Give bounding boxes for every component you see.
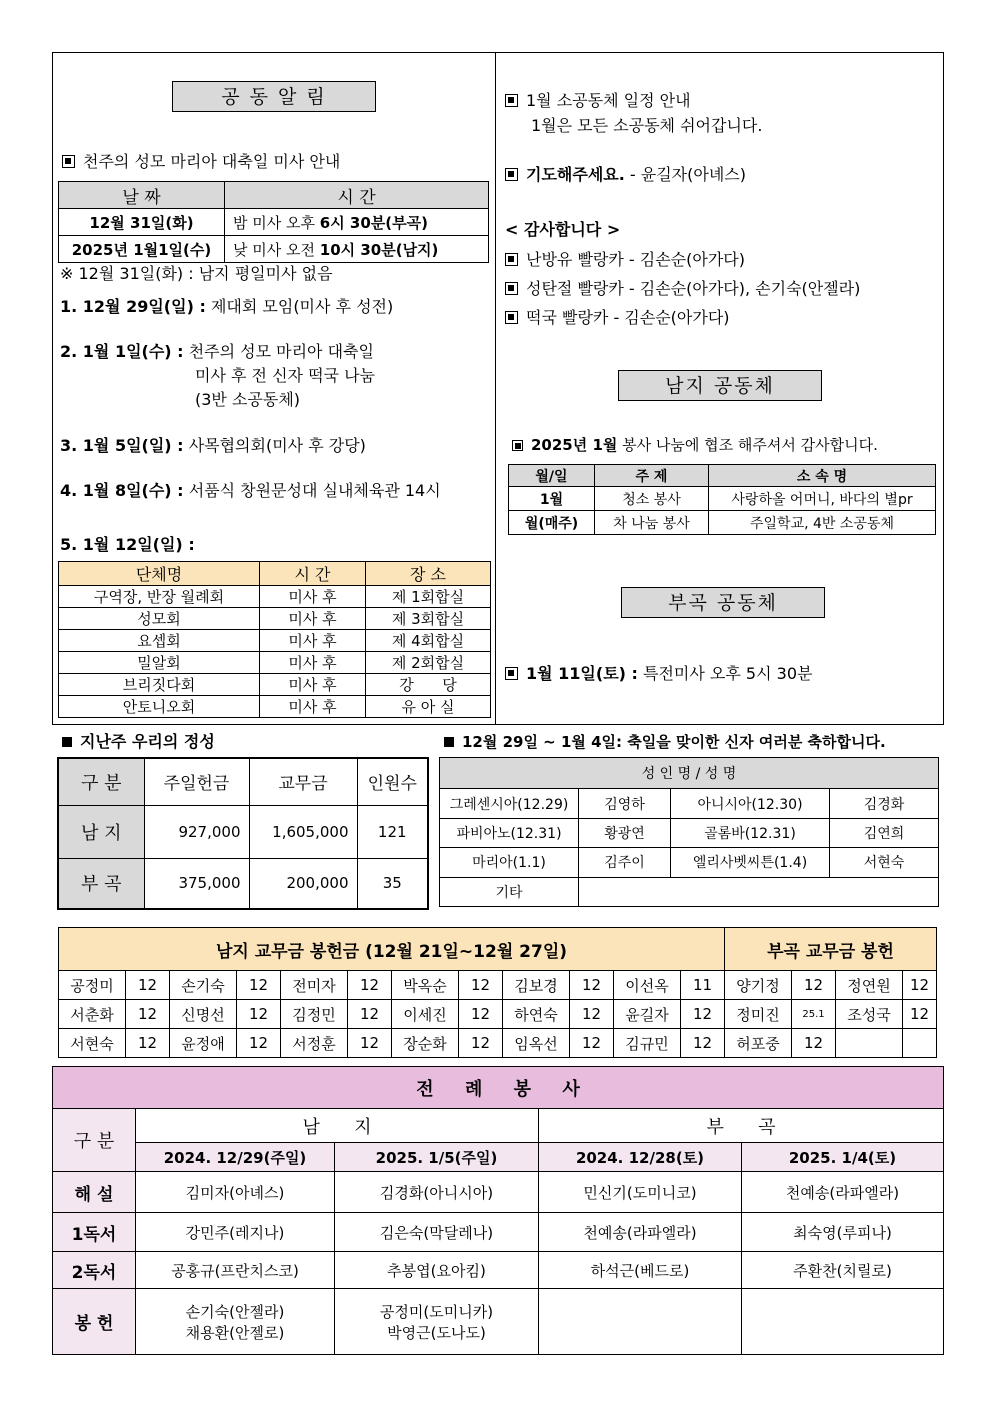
offering-table	[57, 757, 429, 910]
checkbox-icon	[505, 94, 518, 107]
dues-name: 서춘화	[59, 1000, 126, 1029]
group-time: 미사 후	[260, 608, 366, 630]
liturgy-row-label: 봉 헌	[53, 1289, 136, 1355]
offering-title: 지난주 우리의 정성	[62, 731, 215, 753]
liturgy-cell: 최숙영(루피나)	[742, 1213, 944, 1252]
offering-count: 35	[357, 858, 428, 909]
feast-saint: 마리아(1.1)	[440, 848, 579, 877]
thanks-item: 성탄절 빨랑카 - 김손순(아가다), 손기숙(안젤라)	[505, 278, 860, 300]
no-mass-note: ※ 12월 31일(화) : 남지 평일미사 없음	[60, 264, 333, 283]
dues-months: 12	[348, 1029, 392, 1058]
dues-bugok-title: 부곡 교무금 봉헌	[725, 928, 937, 971]
liturgy-cell: 주환찬(치릴로)	[742, 1252, 944, 1289]
offering-header: 인원수	[357, 758, 428, 805]
feast-saint: 그레센시아(12.29)	[440, 789, 579, 818]
feast-saint: 파비아노(12.31)	[440, 818, 579, 847]
liturgy-cell: 강민주(레지나)	[136, 1213, 335, 1252]
service-header: 월/일	[509, 465, 595, 487]
group-name: 브리짓다회	[59, 674, 260, 696]
dues-name	[836, 1029, 903, 1058]
service-topic: 차 나눔 봉사	[595, 511, 709, 535]
dues-name: 박옥순	[392, 971, 459, 1000]
mass-time: 밤 미사 오후 6시 30분(부곡)	[225, 209, 489, 236]
liturgy-cell	[742, 1289, 944, 1355]
liturgy-cell: 김은숙(막달레나)	[335, 1213, 539, 1252]
notice-item-3: 3. 1월 5일(일) : 사목협의회(미사 후 강당)	[60, 436, 366, 455]
offering-dues: 200,000	[249, 858, 357, 909]
liturgy-cell: 추봉엽(요아킴)	[335, 1252, 539, 1289]
checkbox-icon	[62, 155, 75, 168]
service-group: 사랑하올 어머니, 바다의 별pr	[709, 487, 936, 511]
liturgy-cell	[539, 1289, 742, 1355]
group-time: 미사 후	[260, 630, 366, 652]
dues-months: 12	[459, 1000, 503, 1029]
dues-name: 윤정애	[170, 1029, 237, 1058]
mass-header-time: 시 간	[225, 182, 489, 209]
dues-months: 25.1	[792, 1000, 836, 1029]
liturgy-row-label: 1독서	[53, 1213, 136, 1252]
feast-etc-empty	[579, 877, 939, 906]
notice-item-2: 2. 1월 1일(수) : 천주의 성모 마리아 대축일	[60, 342, 374, 361]
feast-person: 김연희	[830, 818, 939, 847]
dues-months: 12	[459, 971, 503, 1000]
dues-name: 하연숙	[503, 1000, 570, 1029]
liturgy-cell: 김경화(아니시아)	[335, 1172, 539, 1213]
mass-date: 12월 31일(화)	[59, 209, 225, 236]
small-community-line2: 1월은 모든 소공동체 쉬어갑니다.	[531, 116, 763, 135]
dues-months: 12	[792, 971, 836, 1000]
dues-months: 12	[348, 971, 392, 1000]
liturgy-bugok: 부 곡	[539, 1109, 944, 1143]
liturgy-date: 2025. 1/5(주일)	[335, 1143, 539, 1172]
service-header: 소 속 명	[709, 465, 936, 487]
group-header: 시 간	[260, 562, 366, 586]
liturgy-date: 2024. 12/29(주일)	[136, 1143, 335, 1172]
liturgy-cell: 천예송(라파엘라)	[539, 1213, 742, 1252]
thanks-item: 난방유 빨랑카 - 김손순(아가다)	[505, 249, 745, 271]
dues-months: 12	[903, 1000, 937, 1029]
feast-title: 12월 29일 ~ 1월 4일: 축일을 맞이한 신자 여러분 축하합니다.	[444, 731, 886, 753]
dues-months: 12	[459, 1029, 503, 1058]
liturgy-table	[52, 1066, 944, 1355]
dues-months: 12	[792, 1029, 836, 1058]
thanks-item: 떡국 빨랑카 - 김손순(아가다)	[505, 307, 730, 329]
offering-count: 121	[357, 805, 428, 858]
feast-saint: 아니시아(12.30)	[671, 789, 830, 818]
group-place: 제 4회합실	[366, 630, 491, 652]
offering-row-label: 남 지	[58, 805, 144, 858]
liturgy-date: 2024. 12/28(토)	[539, 1143, 742, 1172]
checkbox-icon	[512, 440, 523, 451]
checkbox-icon	[505, 667, 518, 680]
dues-months: 12	[237, 1029, 281, 1058]
dues-name: 김보경	[503, 971, 570, 1000]
dues-name: 양기정	[725, 971, 792, 1000]
feast-saint: 골롬바(12.31)	[671, 818, 830, 847]
liturgy-title: 전 례 봉 사	[53, 1067, 944, 1109]
dues-months: 12	[237, 1000, 281, 1029]
checkbox-icon	[505, 311, 518, 324]
dues-months: 11	[681, 971, 725, 1000]
offering-row-label: 부 곡	[58, 858, 144, 909]
dues-name: 서정훈	[281, 1029, 348, 1058]
group-table	[58, 561, 491, 718]
dues-name: 이세진	[392, 1000, 459, 1029]
group-header: 단체명	[59, 562, 260, 586]
group-place: 유 아 실	[366, 696, 491, 718]
dues-months: 12	[570, 971, 614, 1000]
dues-namji-title: 남지 교무금 봉헌금 (12월 21일~12월 27일)	[59, 928, 725, 971]
dues-months: 12	[681, 1000, 725, 1029]
thanks-title: < 감사합니다 >	[505, 220, 621, 239]
group-place: 강 당	[366, 674, 491, 696]
checkbox-icon	[505, 168, 518, 181]
notice-title: 공 동 알 림	[172, 81, 376, 112]
feast-person: 김경화	[830, 789, 939, 818]
liturgy-row-label: 해 설	[53, 1172, 136, 1213]
dues-table	[58, 927, 937, 1058]
dues-name: 정미진	[725, 1000, 792, 1029]
bugok-mass-note: 1월 11일(토) : 특전미사 오후 5시 30분	[505, 663, 812, 685]
mass-notice: 천주의 성모 마리아 대축일 미사 안내	[62, 151, 340, 173]
mass-date: 2025년 1월1일(수)	[59, 236, 225, 263]
notice-item-1: 1. 12월 29일(일) : 제대회 모임(미사 후 성전)	[60, 297, 394, 316]
checkbox-icon	[505, 253, 518, 266]
dues-months: 12	[903, 971, 937, 1000]
service-table	[508, 464, 936, 535]
dues-name: 윤길자	[614, 1000, 681, 1029]
offering-header: 구 분	[58, 758, 144, 805]
offering-sunday: 927,000	[144, 805, 249, 858]
liturgy-date: 2025. 1/4(토)	[742, 1143, 944, 1172]
feast-saint: 엘리사벳씨튼(1.4)	[671, 848, 830, 877]
dues-months: 12	[126, 1029, 170, 1058]
service-topic: 청소 봉사	[595, 487, 709, 511]
column-divider	[495, 52, 496, 725]
dues-months: 12	[126, 971, 170, 1000]
dues-name: 이선옥	[614, 971, 681, 1000]
offering-sunday: 375,000	[144, 858, 249, 909]
checkbox-icon	[505, 282, 518, 295]
liturgy-cell: 민신기(도미니코)	[539, 1172, 742, 1213]
notice-item-2-line2: 미사 후 전 신자 떡국 나눔	[195, 366, 375, 385]
group-place: 제 2회합실	[366, 652, 491, 674]
offering-header: 교무금	[249, 758, 357, 805]
bugok-community-title: 부곡 공동체	[621, 587, 825, 618]
service-month: 월(매주)	[509, 511, 595, 535]
dues-name: 허포중	[725, 1029, 792, 1058]
mass-time: 낮 미사 오전 10시 30분(남지)	[225, 236, 489, 263]
group-place: 제 1회합실	[366, 586, 491, 608]
dues-name: 전미자	[281, 971, 348, 1000]
namji-service-note: 2025년 1월 봉사 나눔에 협조 해주셔서 감사합니다.	[512, 434, 878, 456]
group-name: 요셉회	[59, 630, 260, 652]
square-bullet-icon	[62, 737, 72, 747]
notice-item-5: 5. 1월 12일(일) :	[60, 535, 195, 554]
group-name: 안토니오회	[59, 696, 260, 718]
dues-name: 공정미	[59, 971, 126, 1000]
group-name: 구역장, 반장 월례회	[59, 586, 260, 608]
notice-item-2-line3: (3반 소공동체)	[195, 390, 301, 409]
dues-name: 김정민	[281, 1000, 348, 1029]
dues-months: 12	[570, 1029, 614, 1058]
namji-community-title: 남지 공동체	[618, 370, 822, 401]
offering-dues: 1,605,000	[249, 805, 357, 858]
dues-name: 조성국	[836, 1000, 903, 1029]
dues-months: 12	[237, 971, 281, 1000]
offering-header: 주일헌금	[144, 758, 249, 805]
mass-table	[58, 181, 489, 263]
dues-months: 12	[681, 1029, 725, 1058]
feast-person: 서현숙	[830, 848, 939, 877]
group-time: 미사 후	[260, 674, 366, 696]
group-name: 성모회	[59, 608, 260, 630]
group-place: 제 3회합실	[366, 608, 491, 630]
dues-name: 임옥선	[503, 1029, 570, 1058]
mass-header-date: 날 짜	[59, 182, 225, 209]
dues-months: 12	[126, 1000, 170, 1029]
feast-etc: 기타	[440, 877, 579, 906]
dues-name: 서현숙	[59, 1029, 126, 1058]
group-time: 미사 후	[260, 696, 366, 718]
prayer-request: 기도해주세요. - 윤길자(아녜스)	[505, 164, 746, 186]
dues-name: 김규민	[614, 1029, 681, 1058]
liturgy-row-label: 2독서	[53, 1252, 136, 1289]
service-month: 1월	[509, 487, 595, 511]
notice-item-4: 4. 1월 8일(수) : 서품식 창원문성대 실내체육관 14시	[60, 481, 441, 500]
feast-person: 김주이	[579, 848, 671, 877]
dues-months: 12	[348, 1000, 392, 1029]
dues-months: 12	[570, 1000, 614, 1029]
dues-name: 신명선	[170, 1000, 237, 1029]
dues-name: 장순화	[392, 1029, 459, 1058]
group-time: 미사 후	[260, 586, 366, 608]
group-name: 밀알회	[59, 652, 260, 674]
feast-header: 성 인 명 / 성 명	[440, 758, 939, 789]
liturgy-cell: 손기숙(안젤라) 채용환(안젤로)	[136, 1289, 335, 1355]
liturgy-cell: 공정미(도미니카) 박영근(도나도)	[335, 1289, 539, 1355]
dues-name: 정연원	[836, 971, 903, 1000]
dues-name: 손기숙	[170, 971, 237, 1000]
feast-person: 김영하	[579, 789, 671, 818]
liturgy-namji: 남 지	[136, 1109, 539, 1143]
group-time: 미사 후	[260, 652, 366, 674]
service-header: 주 제	[595, 465, 709, 487]
feast-table	[439, 757, 939, 907]
liturgy-cell: 공홍규(프란치스코)	[136, 1252, 335, 1289]
small-community-notice: 1월 소공동체 일정 안내	[505, 90, 691, 112]
feast-person: 황광연	[579, 818, 671, 847]
group-header: 장 소	[366, 562, 491, 586]
liturgy-cell: 하석근(베드로)	[539, 1252, 742, 1289]
dues-months	[903, 1029, 937, 1058]
liturgy-cell: 김미자(아녜스)	[136, 1172, 335, 1213]
service-group: 주일학교, 4반 소공동체	[709, 511, 936, 535]
square-bullet-icon	[444, 737, 454, 747]
liturgy-cell: 천예송(라파엘라)	[742, 1172, 944, 1213]
liturgy-col-label: 구 분	[53, 1109, 136, 1172]
